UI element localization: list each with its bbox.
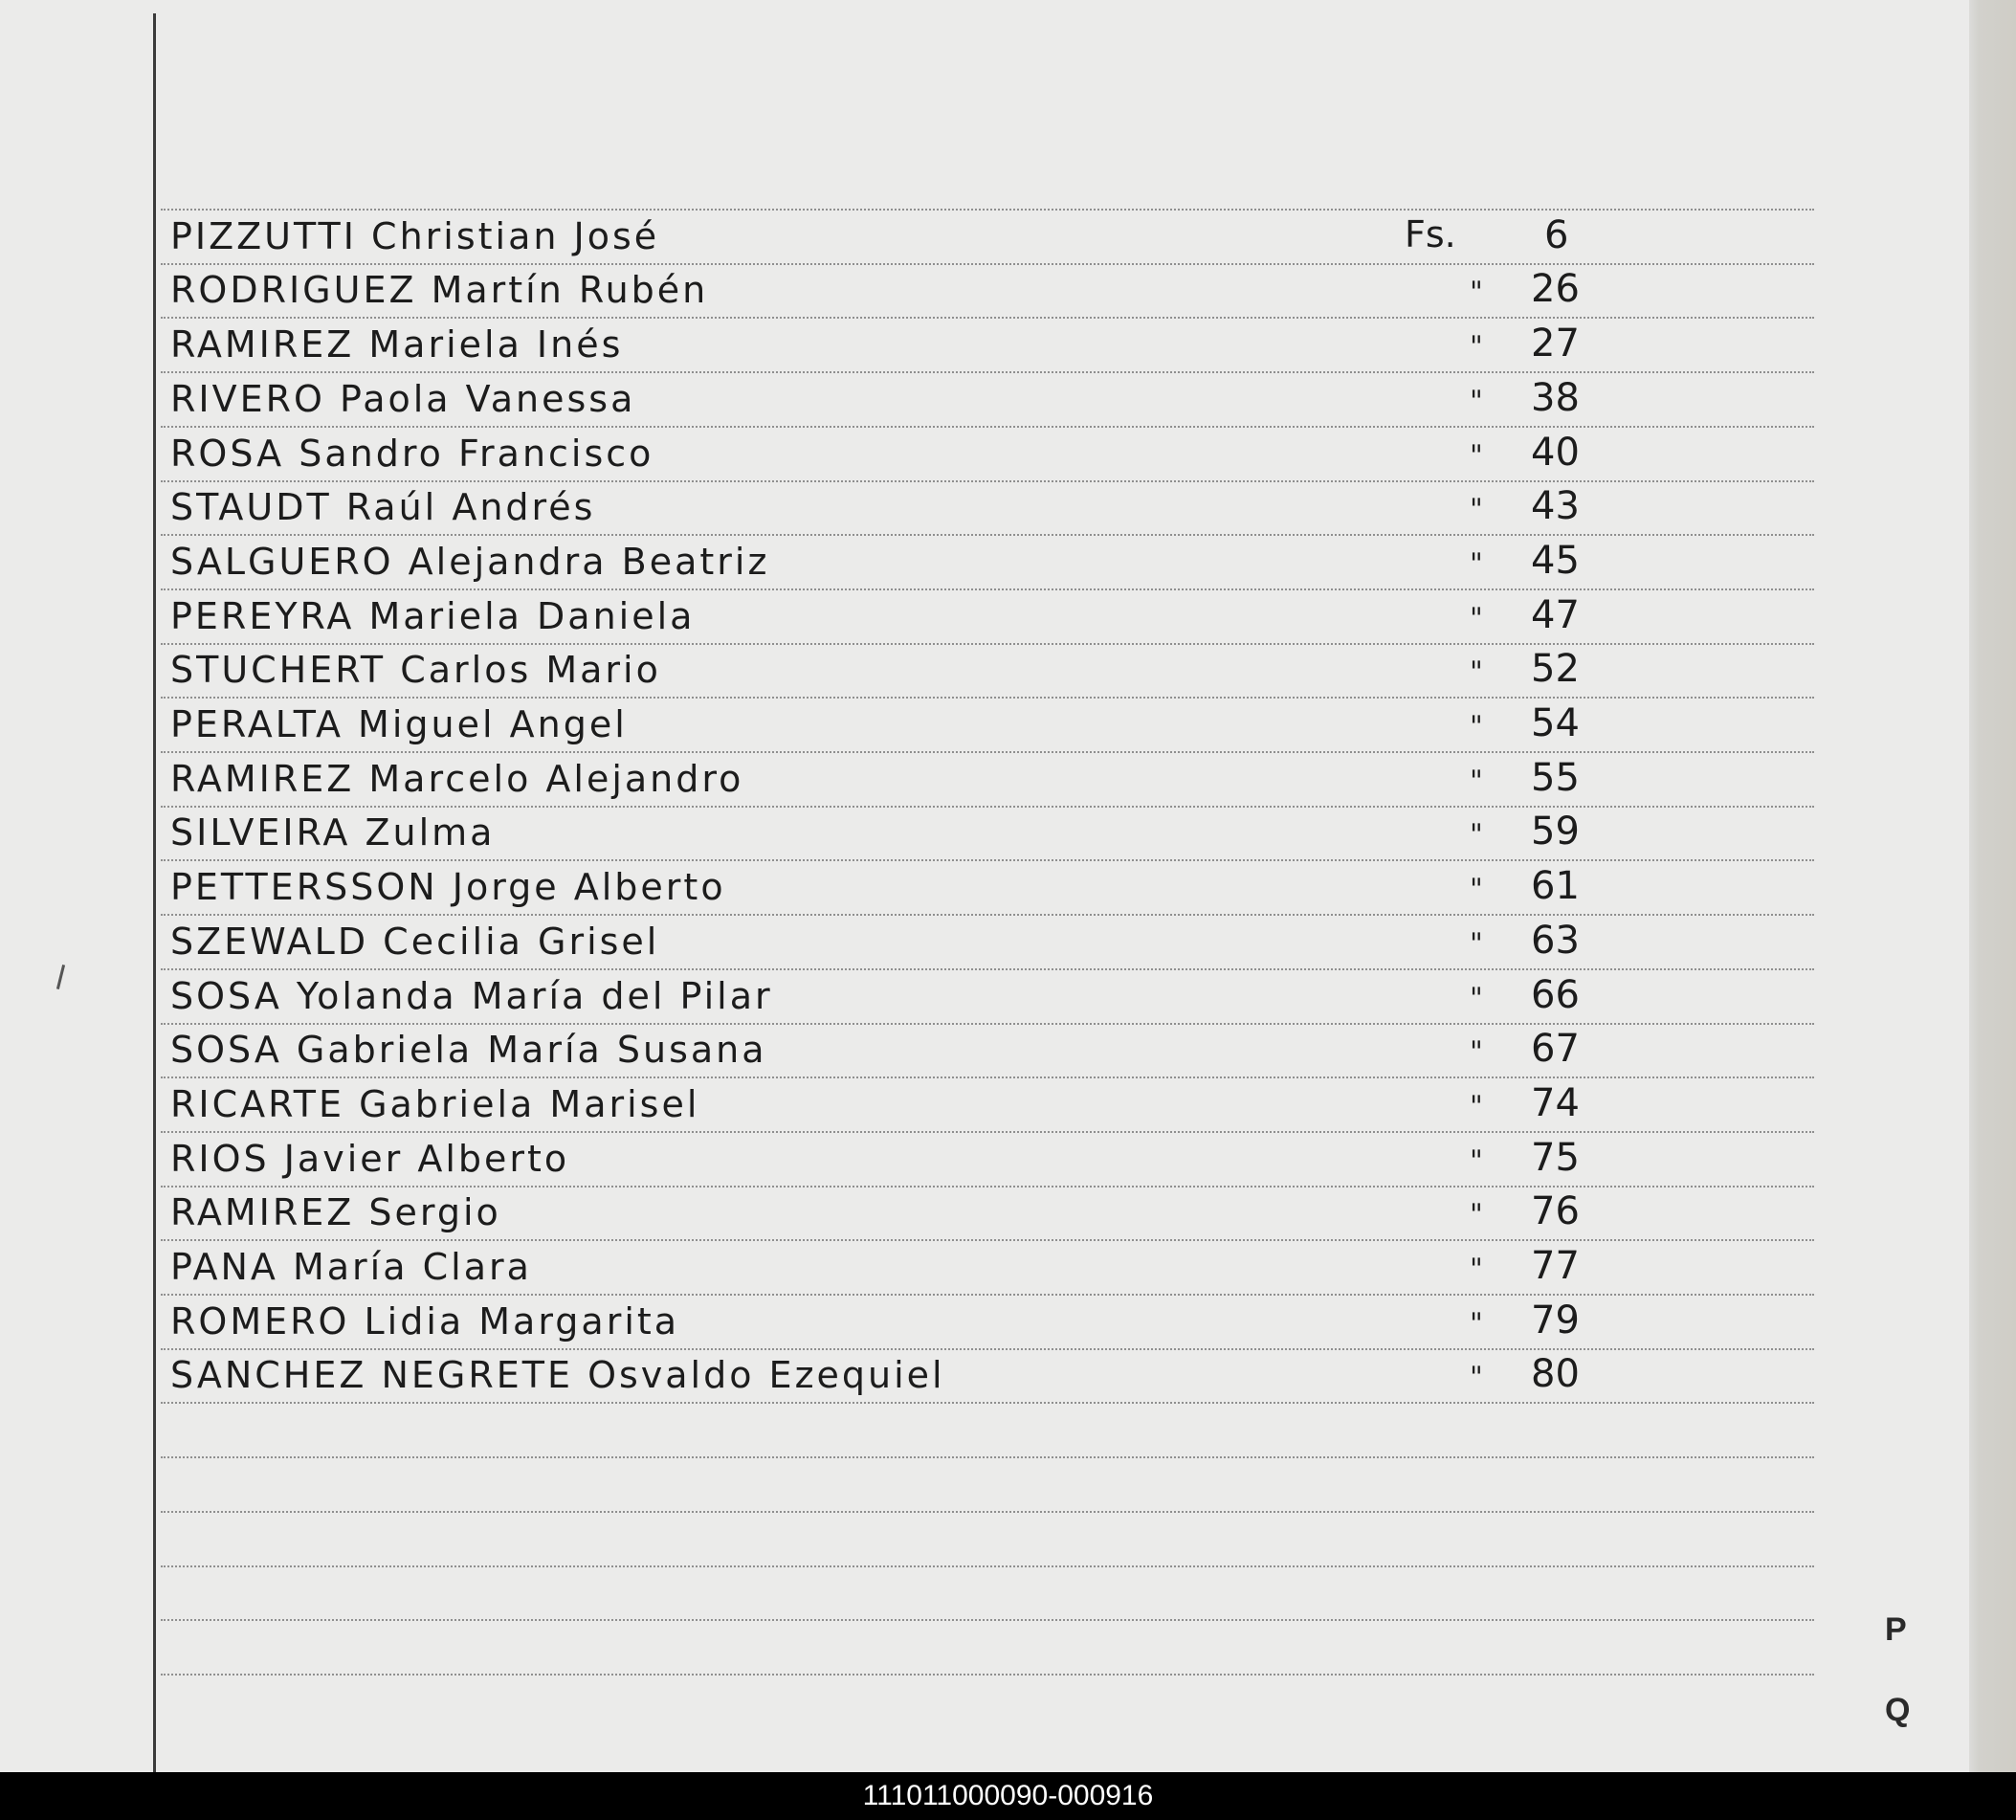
folio-number: 38: [1531, 376, 1580, 420]
list-item: [0, 1077, 1969, 1131]
entry-name: RIOS Javier Alberto: [170, 1138, 570, 1180]
ditto-mark: ": [1470, 927, 1483, 961]
entry-name: PERALTA Miguel Angel: [170, 703, 628, 745]
ditto-mark: Fs.: [1405, 213, 1456, 255]
list-item: [0, 806, 1969, 859]
ruled-line: [161, 1511, 1814, 1513]
entry-name: PANA María Clara: [170, 1246, 532, 1288]
list-item: [0, 860, 1969, 914]
list-item: [0, 752, 1969, 806]
list-item: [0, 1132, 1969, 1186]
ditto-mark: ": [1470, 1144, 1483, 1178]
folio-number: 27: [1531, 322, 1580, 366]
entry-name: RAMIREZ Sergio: [170, 1191, 501, 1233]
ditto-mark: ": [1470, 1307, 1483, 1341]
list-item: [0, 427, 1969, 480]
list-item: [0, 1240, 1969, 1294]
folio-number: 79: [1531, 1298, 1580, 1343]
ruled-line: [161, 1456, 1814, 1458]
folio-number: 59: [1531, 810, 1580, 854]
list-item: [0, 1295, 1969, 1348]
entry-name: PIZZUTTI Christian José: [170, 215, 660, 257]
list-item: [0, 535, 1969, 588]
page-edge: [1969, 0, 2016, 1772]
ditto-mark: ": [1470, 385, 1483, 418]
entry-name: STAUDT Raúl Andrés: [170, 486, 596, 528]
list-item: [0, 915, 1969, 968]
entry-name: PETTERSSON Jorge Alberto: [170, 866, 726, 908]
list-item: [0, 643, 1969, 697]
ruled-line: [161, 1619, 1814, 1621]
folio-number: 40: [1531, 431, 1580, 475]
folio-number: 45: [1531, 539, 1580, 583]
entry-name: RAMIREZ Marcelo Alejandro: [170, 758, 744, 800]
ditto-mark: ": [1470, 1035, 1483, 1069]
list-item: [0, 589, 1969, 643]
list-item: [0, 969, 1969, 1023]
entry-name: SALGUERO Alejandra Beatriz: [170, 541, 770, 583]
ditto-mark: ": [1470, 602, 1483, 635]
folio-number: 66: [1531, 973, 1580, 1017]
folio-number: 80: [1531, 1352, 1580, 1396]
list-item: [0, 318, 1969, 371]
folio-number: 63: [1531, 919, 1580, 963]
ditto-mark: ": [1470, 655, 1483, 689]
ditto-mark: ": [1470, 276, 1483, 309]
ditto-mark: ": [1470, 1090, 1483, 1123]
folio-number: 67: [1531, 1027, 1580, 1071]
entry-name: SOSA Gabriela María Susana: [170, 1029, 767, 1071]
list-item: [0, 480, 1969, 534]
folio-number: 74: [1531, 1081, 1580, 1125]
ditto-mark: ": [1470, 493, 1483, 526]
folio-number: 76: [1531, 1189, 1580, 1233]
entry-name: ROMERO Lidia Margarita: [170, 1300, 680, 1343]
ruled-line: [161, 1565, 1814, 1567]
list-item: [0, 698, 1969, 751]
entry-name: RICARTE Gabriela Marisel: [170, 1083, 700, 1125]
folio-number: 6: [1544, 213, 1569, 257]
ditto-mark: ": [1470, 873, 1483, 906]
folio-number: 55: [1531, 756, 1580, 800]
entry-name: STUCHERT Carlos Mario: [170, 649, 661, 691]
index-tab-letter: Q: [1885, 1692, 1911, 1728]
entry-name: SOSA Yolanda María del Pilar: [170, 975, 773, 1017]
ruled-line: [161, 1402, 1814, 1404]
document-id-footer: 111011000090-000916: [0, 1772, 2016, 1820]
ditto-mark: ": [1470, 982, 1483, 1015]
list-item: [0, 1186, 1969, 1239]
entry-name: RODRIGUEZ Martín Rubén: [170, 269, 709, 311]
entry-name: RAMIREZ Mariela Inés: [170, 323, 624, 366]
ditto-mark: ": [1470, 818, 1483, 852]
folio-number: 26: [1531, 267, 1580, 311]
entry-name: SZEWALD Cecilia Grisel: [170, 921, 660, 963]
entry-name: ROSA Sandro Francisco: [170, 433, 654, 475]
folio-number: 54: [1531, 701, 1580, 745]
ditto-mark: ": [1470, 765, 1483, 798]
list-item: [0, 372, 1969, 426]
ditto-mark: ": [1470, 547, 1483, 581]
ditto-mark: ": [1470, 1253, 1483, 1286]
entry-name: PEREYRA Mariela Daniela: [170, 595, 696, 637]
list-item: [0, 1023, 1969, 1076]
entry-name: SANCHEZ NEGRETE Osvaldo Ezequiel: [170, 1354, 945, 1396]
entry-name: RIVERO Paola Vanessa: [170, 378, 636, 420]
ruled-line: [161, 1674, 1814, 1676]
folio-number: 43: [1531, 484, 1580, 528]
folio-number: 75: [1531, 1136, 1580, 1180]
list-item: [0, 1348, 1969, 1402]
ditto-mark: ": [1470, 1361, 1483, 1394]
folio-number: 52: [1531, 647, 1580, 691]
ditto-mark: ": [1470, 439, 1483, 473]
ditto-mark: ": [1470, 1198, 1483, 1232]
index-tab-letter: P: [1885, 1611, 1907, 1648]
folio-number: 77: [1531, 1244, 1580, 1288]
ditto-mark: ": [1470, 710, 1483, 744]
entry-name: SILVEIRA Zulma: [170, 811, 496, 854]
list-item: [0, 263, 1969, 317]
folio-number: 61: [1531, 864, 1580, 908]
list-item: [0, 210, 1969, 263]
folio-number: 47: [1531, 593, 1580, 637]
ditto-mark: ": [1470, 330, 1483, 364]
